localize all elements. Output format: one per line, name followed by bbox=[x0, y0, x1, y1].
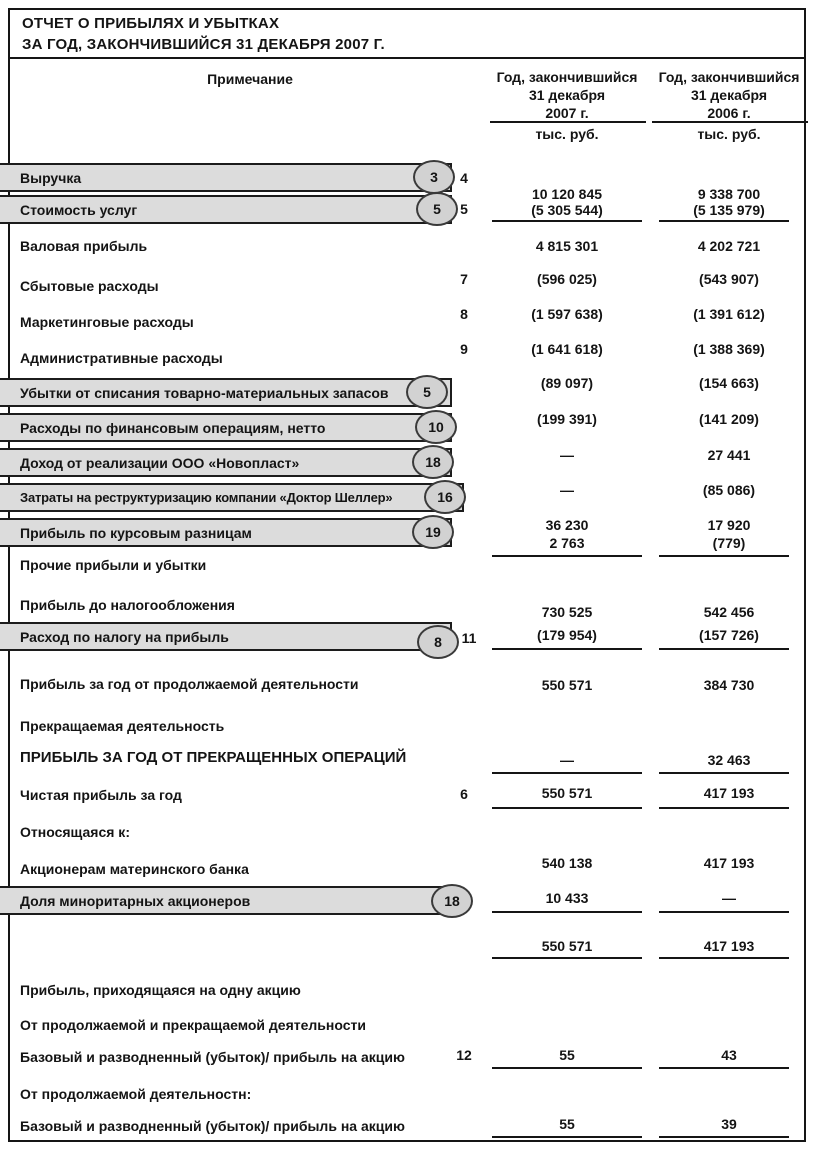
value-2006-selling-expenses: (543 907) bbox=[699, 271, 759, 287]
row-label-parent-shareholders: Акционерам материнского банка bbox=[20, 861, 249, 877]
value-2007-eps-basic-continuing: 55 bbox=[559, 1116, 575, 1132]
value-2007-profit-before-tax: 730 525 bbox=[541, 604, 593, 620]
total-rule-2007 bbox=[492, 957, 642, 959]
row-label-profit-continuing: Прибыль за год от продолжаемой деятельности bbox=[20, 676, 359, 692]
highlight-bar-cost-of-services bbox=[0, 195, 452, 224]
value-2006-profit-continuing: 384 730 bbox=[703, 677, 755, 693]
row-label-other-gains-losses: Прочие прибыли и убытки bbox=[20, 557, 207, 573]
value-2006-eps-basic-continuing: 39 bbox=[721, 1116, 737, 1132]
value-2007-income-tax: (179 954) bbox=[537, 627, 597, 643]
callout-badge-minority-interest: 18 bbox=[431, 884, 473, 918]
subtotal-rule-2006 bbox=[659, 911, 789, 913]
row-label-profit-discontinued: ПРИБЫЛЬ ЗА ГОД ОТ ПРЕКРАЩЕННЫХ ОПЕРАЦИЙ bbox=[20, 749, 407, 766]
row-label-eps-basic-total: Базовый и разводненный (убыток)/ прибыль на акцию bbox=[20, 1049, 405, 1065]
row-label-fx-gain: Прибыль по курсовым разницам bbox=[20, 524, 252, 541]
row-label-finance-costs: Расходы по финансовым операциям, нетто bbox=[20, 419, 326, 436]
value-2006-income-tax: (157 726) bbox=[699, 627, 759, 643]
note-net-profit: 6 bbox=[460, 786, 468, 802]
value-2007-cost-of-services: (5 305 544) bbox=[531, 202, 603, 218]
value-2007-inventory-writeoff: (89 097) bbox=[540, 375, 594, 391]
row-label-inventory-writeoff: Убытки от списания товарно-материальных запасов bbox=[20, 384, 389, 401]
value-2007-selling-expenses: (596 025) bbox=[537, 271, 597, 287]
callout-badge-fx-gain: 19 bbox=[412, 515, 454, 549]
value-2006-gross-profit: 4 202 721 bbox=[697, 238, 761, 254]
highlight-bar-revenue bbox=[0, 163, 452, 192]
callout-badge-finance-costs: 10 bbox=[415, 410, 457, 444]
callout-badge-scheller-restructuring: 16 bbox=[424, 480, 466, 514]
row-label-selling-expenses: Сбытовые расходы bbox=[20, 278, 159, 294]
note-income-tax: 11 bbox=[461, 630, 477, 646]
note-marketing-expenses: 8 bbox=[460, 306, 468, 322]
subtotal-rule-2006 bbox=[659, 555, 789, 557]
value-2006-fx-gain: 17 920 bbox=[707, 517, 751, 533]
value-2007-other-gains-losses: 2 763 bbox=[549, 535, 585, 551]
column-header-2007-line3: 2007 г. bbox=[545, 105, 589, 121]
document-title-line2: ЗА ГОД, ЗАКОНЧИВШИЙСЯ 31 ДЕКАБРЯ 2007 Г. bbox=[22, 36, 385, 53]
row-label-discontinued-heading: Прекращаемая деятельность bbox=[20, 718, 225, 734]
row-label-admin-expenses: Административные расходы bbox=[20, 350, 223, 366]
highlight-bar-income-tax bbox=[0, 622, 452, 651]
value-2007-novoplast-disposal: — bbox=[560, 447, 574, 463]
value-2006-profit-before-tax: 542 456 bbox=[703, 604, 755, 620]
document-title-line1: ОТЧЕТ О ПРИБЫЛЯХ И УБЫТКАХ bbox=[22, 15, 280, 32]
row-label-attributable-heading: Относящаяся к: bbox=[20, 824, 130, 840]
subtotal-rule-2007 bbox=[492, 1067, 642, 1069]
row-label-profit-before-tax: Прибыль до налогообложения bbox=[20, 597, 235, 613]
row-label-revenue: Выручка bbox=[20, 169, 82, 186]
value-2006-inventory-writeoff: (154 663) bbox=[699, 375, 759, 391]
subtotal-rule-2006 bbox=[659, 648, 789, 650]
total-rule-2006 bbox=[659, 807, 789, 809]
highlight-bar-fx-gain bbox=[0, 518, 452, 547]
value-2007-fx-gain: 36 230 bbox=[545, 517, 589, 533]
row-label-income-tax: Расход по налогу на прибыль bbox=[20, 628, 229, 645]
unit-label-2007: тыс. руб. bbox=[535, 126, 599, 142]
value-2007-gross-profit: 4 815 301 bbox=[535, 238, 599, 254]
row-label-cost-of-services: Стоимость услуг bbox=[20, 201, 138, 218]
column-header-2007-line1: Год, закончившийся bbox=[496, 69, 638, 85]
subtotal-rule-2007 bbox=[492, 1136, 642, 1138]
callout-badge-cost-of-services: 5 bbox=[416, 192, 458, 226]
value-2006-net-profit: 417 193 bbox=[703, 785, 755, 801]
value-2007-finance-costs: (199 391) bbox=[537, 411, 597, 427]
subtotal-rule-2006 bbox=[659, 220, 789, 222]
row-label-eps-cont-disc-heading: От продолжаемой и прекращаемой деятельности bbox=[20, 1017, 366, 1033]
note-cost-of-services: 5 bbox=[460, 201, 468, 217]
row-label-eps-basic-continuing: Базовый и разводненный (убыток)/ прибыль на акцию bbox=[20, 1118, 405, 1134]
callout-badge-income-tax: 8 bbox=[417, 625, 459, 659]
value-2007-total-attributable: 550 571 bbox=[541, 938, 593, 954]
subtotal-rule-2007 bbox=[492, 772, 642, 774]
value-2007-eps-basic-total: 55 bbox=[559, 1047, 575, 1063]
value-2006-profit-discontinued: 32 463 bbox=[707, 752, 751, 768]
value-2007-marketing-expenses: (1 597 638) bbox=[531, 306, 603, 322]
column-header-2006-line2: 31 декабря bbox=[690, 87, 768, 103]
highlight-bar-inventory-writeoff bbox=[0, 378, 452, 407]
value-2007-revenue: 10 120 845 bbox=[531, 186, 603, 202]
note-admin-expenses: 9 bbox=[460, 341, 468, 357]
note-revenue: 4 bbox=[460, 170, 468, 186]
value-2007-parent-shareholders: 540 138 bbox=[541, 855, 593, 871]
note-selling-expenses: 7 bbox=[460, 271, 468, 287]
value-2006-scheller-restructuring: (85 086) bbox=[702, 482, 756, 498]
row-label-eps-cont-heading: От продолжаемой деятельностн: bbox=[20, 1086, 252, 1102]
column-header-2006 bbox=[650, 68, 808, 122]
total-rule-2006 bbox=[659, 957, 789, 959]
subtotal-rule-2006 bbox=[659, 772, 789, 774]
callout-badge-revenue: 3 bbox=[413, 160, 455, 194]
value-2006-cost-of-services: (5 135 979) bbox=[693, 202, 765, 218]
row-label-eps-heading: Прибыль, приходящаяся на одну акцию bbox=[20, 982, 301, 998]
value-2006-finance-costs: (141 209) bbox=[699, 411, 759, 427]
highlight-bar-finance-costs bbox=[0, 413, 452, 442]
value-2006-revenue: 9 338 700 bbox=[697, 186, 761, 202]
value-2006-total-attributable: 417 193 bbox=[703, 938, 755, 954]
row-label-marketing-expenses: Маркетинговые расходы bbox=[20, 314, 194, 330]
column-header-2006-line3: 2006 г. bbox=[707, 105, 751, 121]
subtotal-rule-2007 bbox=[492, 648, 642, 650]
value-2006-other-gains-losses: (779) bbox=[712, 535, 746, 551]
value-2006-novoplast-disposal: 27 441 bbox=[707, 447, 751, 463]
column-header-2006-line1: Год, закончившийся bbox=[658, 69, 800, 85]
row-label-minority-interest: Доля миноритарных акционеров bbox=[20, 892, 251, 909]
value-2006-marketing-expenses: (1 391 612) bbox=[693, 306, 765, 322]
highlight-bar-novoplast-disposal bbox=[0, 448, 452, 477]
header-rule-2007 bbox=[490, 121, 646, 123]
value-2007-scheller-restructuring: — bbox=[560, 482, 574, 498]
subtotal-rule-2007 bbox=[492, 220, 642, 222]
subtotal-rule-2006 bbox=[659, 1136, 789, 1138]
value-2006-parent-shareholders: 417 193 bbox=[703, 855, 755, 871]
subtotal-rule-2006 bbox=[659, 1067, 789, 1069]
column-header-2007 bbox=[488, 68, 646, 122]
header-rule-2006 bbox=[652, 121, 808, 123]
value-2007-admin-expenses: (1 641 618) bbox=[531, 341, 603, 357]
row-label-scheller-restructuring: Затраты на реструктуризацию компании «Доктор Шеллер» bbox=[20, 490, 393, 505]
highlight-bar-scheller-restructuring bbox=[0, 483, 464, 512]
value-2007-minority-interest: 10 433 bbox=[545, 890, 589, 906]
subtotal-rule-2007 bbox=[492, 555, 642, 557]
value-2006-admin-expenses: (1 388 369) bbox=[693, 341, 765, 357]
row-label-novoplast-disposal: Доход от реализации ООО «Новопласт» bbox=[20, 454, 300, 471]
value-2006-eps-basic-total: 43 bbox=[721, 1047, 737, 1063]
callout-badge-inventory-writeoff: 5 bbox=[406, 375, 448, 409]
value-2006-minority-interest: — bbox=[722, 890, 736, 906]
value-2007-profit-discontinued: — bbox=[560, 752, 574, 768]
callout-badge-novoplast-disposal: 18 bbox=[412, 445, 454, 479]
value-2007-net-profit: 550 571 bbox=[541, 785, 593, 801]
note-eps-basic-total: 12 bbox=[456, 1047, 472, 1063]
highlight-bar-minority-interest bbox=[0, 886, 452, 915]
row-label-gross-profit: Валовая прибыль bbox=[20, 238, 148, 254]
row-label-net-profit: Чистая прибыль за год bbox=[20, 787, 182, 803]
column-header-2007-line2: 31 декабря bbox=[528, 87, 606, 103]
title-separator-rule bbox=[8, 57, 806, 59]
total-rule-2007 bbox=[492, 807, 642, 809]
value-2007-profit-continuing: 550 571 bbox=[541, 677, 593, 693]
subtotal-rule-2007 bbox=[492, 911, 642, 913]
unit-label-2006: тыс. руб. bbox=[697, 126, 761, 142]
notes-column-header: Примечание bbox=[207, 71, 293, 87]
